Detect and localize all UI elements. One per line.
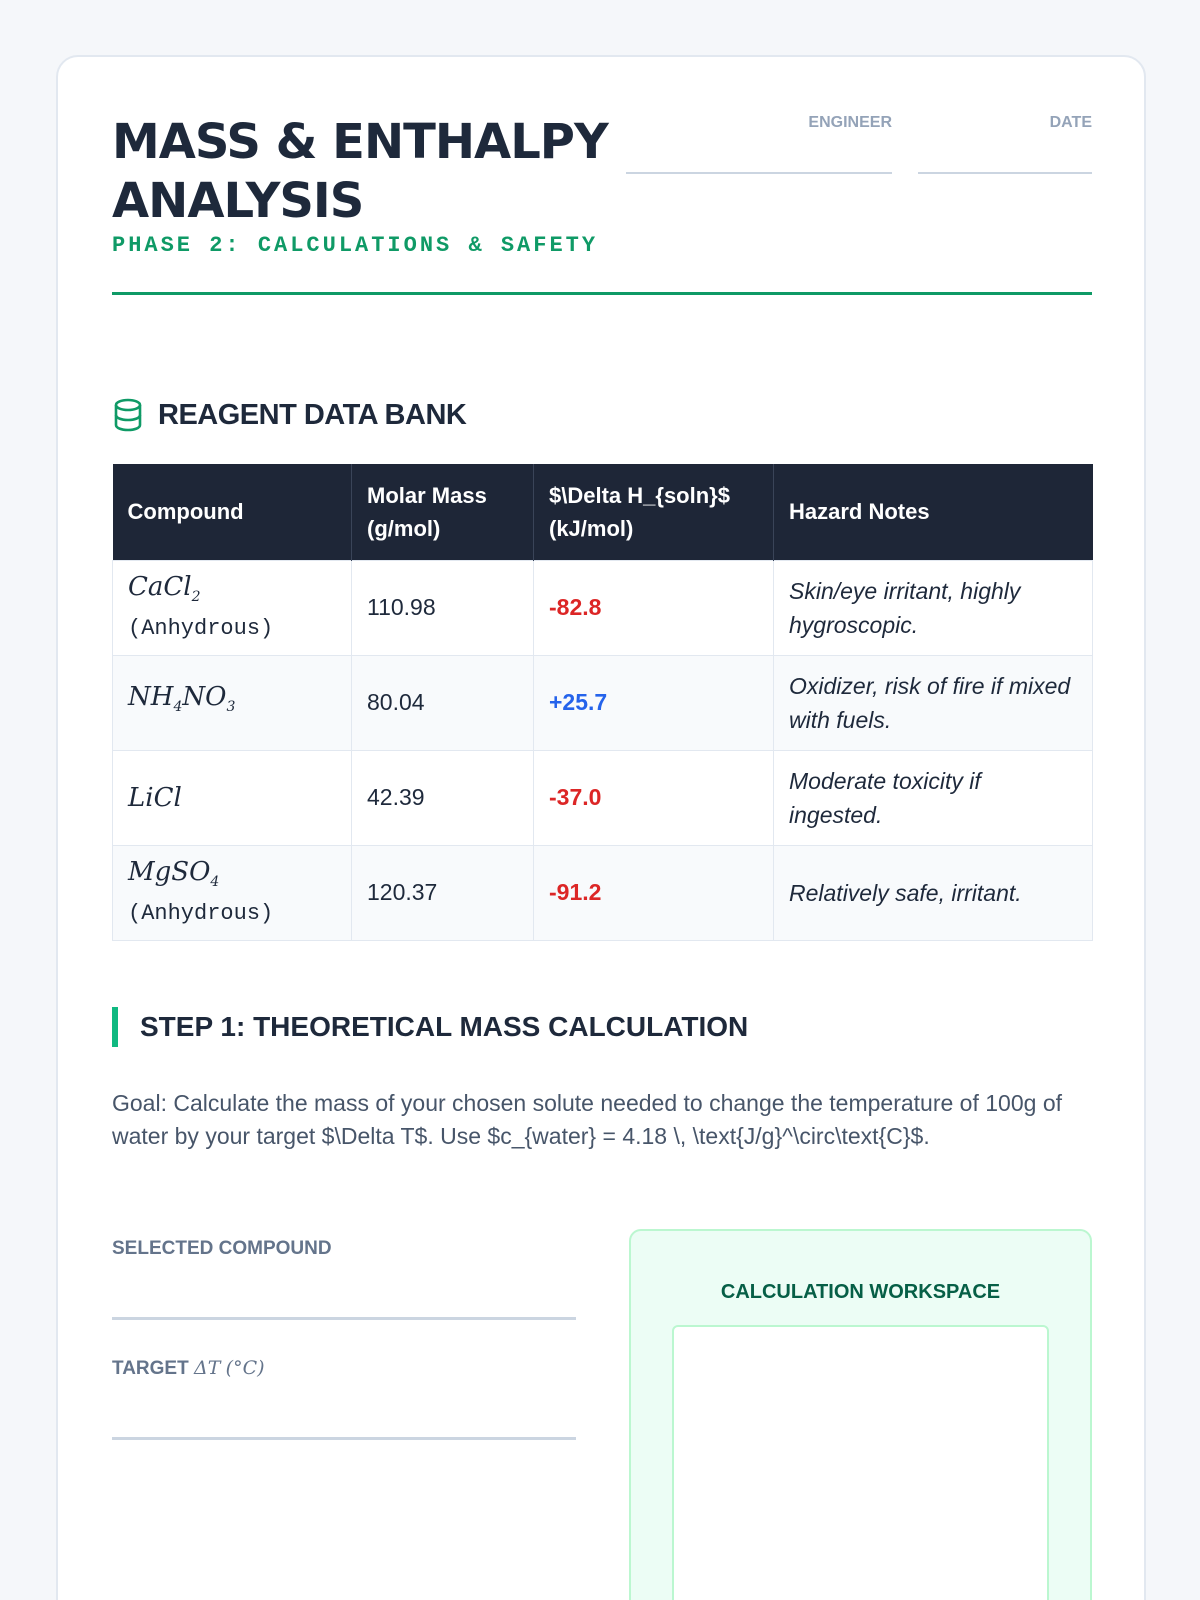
column-header-compound: Compound	[113, 464, 352, 560]
date-label: DATE	[1049, 114, 1092, 131]
molar-mass-cell: 110.98	[352, 560, 534, 655]
worksheet-card	[56, 55, 1146, 1600]
selected-compound-field[interactable]	[112, 1238, 576, 1318]
compound-formula: CaCl$_2$	[128, 572, 201, 606]
target-delta-t-field[interactable]	[112, 1357, 576, 1439]
column-header-hazard: Hazard Notes	[774, 464, 1093, 560]
enthalpy-cell: -82.8	[534, 560, 774, 655]
hazard-cell: Skin/eye irritant, highly hygroscopic.	[774, 560, 1093, 655]
enthalpy-cell: +25.7	[534, 655, 774, 750]
header-divider	[112, 292, 1092, 295]
compound-cell	[113, 655, 352, 750]
step1-goal-text: Goal: Calculate the mass of your chosen solute needed to change the temperature of 100g of water by your target $\Delta T$. Use $c_{water} = 4.18 \, \text{J/g}^\circ\text{C}$.	[112, 1090, 1062, 1149]
workspace-input-box[interactable]	[672, 1325, 1049, 1600]
date-field[interactable]	[918, 114, 1092, 174]
engineer-label: ENGINEER	[808, 114, 892, 131]
workspace-title: CALCULATION WORKSPACE	[720, 1281, 1001, 1303]
molar-mass-cell: 80.04	[352, 655, 534, 750]
calculation-workspace	[629, 1229, 1092, 1600]
enthalpy-cell: -37.0	[534, 750, 774, 845]
compound-form-note: (Anhydrous)	[128, 615, 274, 641]
selected-compound-label: SELECTED COMPOUND	[112, 1238, 332, 1259]
step1-accent-bar	[112, 1007, 118, 1047]
compound-cell	[113, 845, 352, 940]
column-header-molar-mass: Molar Mass (g/mol)	[352, 464, 534, 560]
table-row	[113, 560, 1093, 655]
molar-mass-cell: 42.39	[352, 750, 534, 845]
reagent-section-title: REAGENT DATA BANK	[158, 398, 467, 431]
table-row	[113, 655, 1093, 750]
table-row	[113, 845, 1093, 940]
step1-title: STEP 1: THEORETICAL MASS CALCULATION	[140, 1011, 749, 1042]
column-header-enthalpy: $\Delta H_{soln}$ (kJ/mol)	[534, 464, 774, 560]
compound-cell	[113, 750, 352, 845]
page-subtitle: PHASE 2: CALCULATIONS & SAFETY	[112, 233, 599, 258]
compound-formula: LiCl	[128, 782, 182, 813]
compound-form-note: (Anhydrous)	[128, 900, 274, 926]
table-header-row	[113, 464, 1093, 560]
database-icon	[112, 398, 144, 432]
table-row	[113, 750, 1093, 845]
hazard-cell: Oxidizer, risk of fire if mixed with fuels.	[774, 655, 1093, 750]
page-title: MASS & ENTHALPY ANALYSIS	[112, 114, 608, 229]
hazard-cell: Moderate toxicity if ingested.	[774, 750, 1093, 845]
target-delta-t-input-line[interactable]	[112, 1437, 576, 1440]
compound-cell	[113, 560, 352, 655]
enthalpy-cell: -91.2	[534, 845, 774, 940]
compound-formula: MgSO$_4$	[128, 857, 220, 891]
step1-header	[112, 1007, 748, 1047]
reagent-section-header	[112, 397, 466, 433]
selected-compound-input-line[interactable]	[112, 1317, 576, 1320]
compound-formula: $NH_4NO_3$	[128, 682, 236, 716]
engineer-input-line[interactable]	[626, 172, 892, 174]
target-delta-t-label: TARGET ΔT (°C)	[112, 1357, 265, 1379]
molar-mass-cell: 120.37	[352, 845, 534, 940]
engineer-field[interactable]	[626, 114, 892, 174]
date-input-line[interactable]	[918, 172, 1092, 174]
reagent-table	[112, 464, 1093, 941]
hazard-cell: Relatively safe, irritant.	[774, 845, 1093, 940]
